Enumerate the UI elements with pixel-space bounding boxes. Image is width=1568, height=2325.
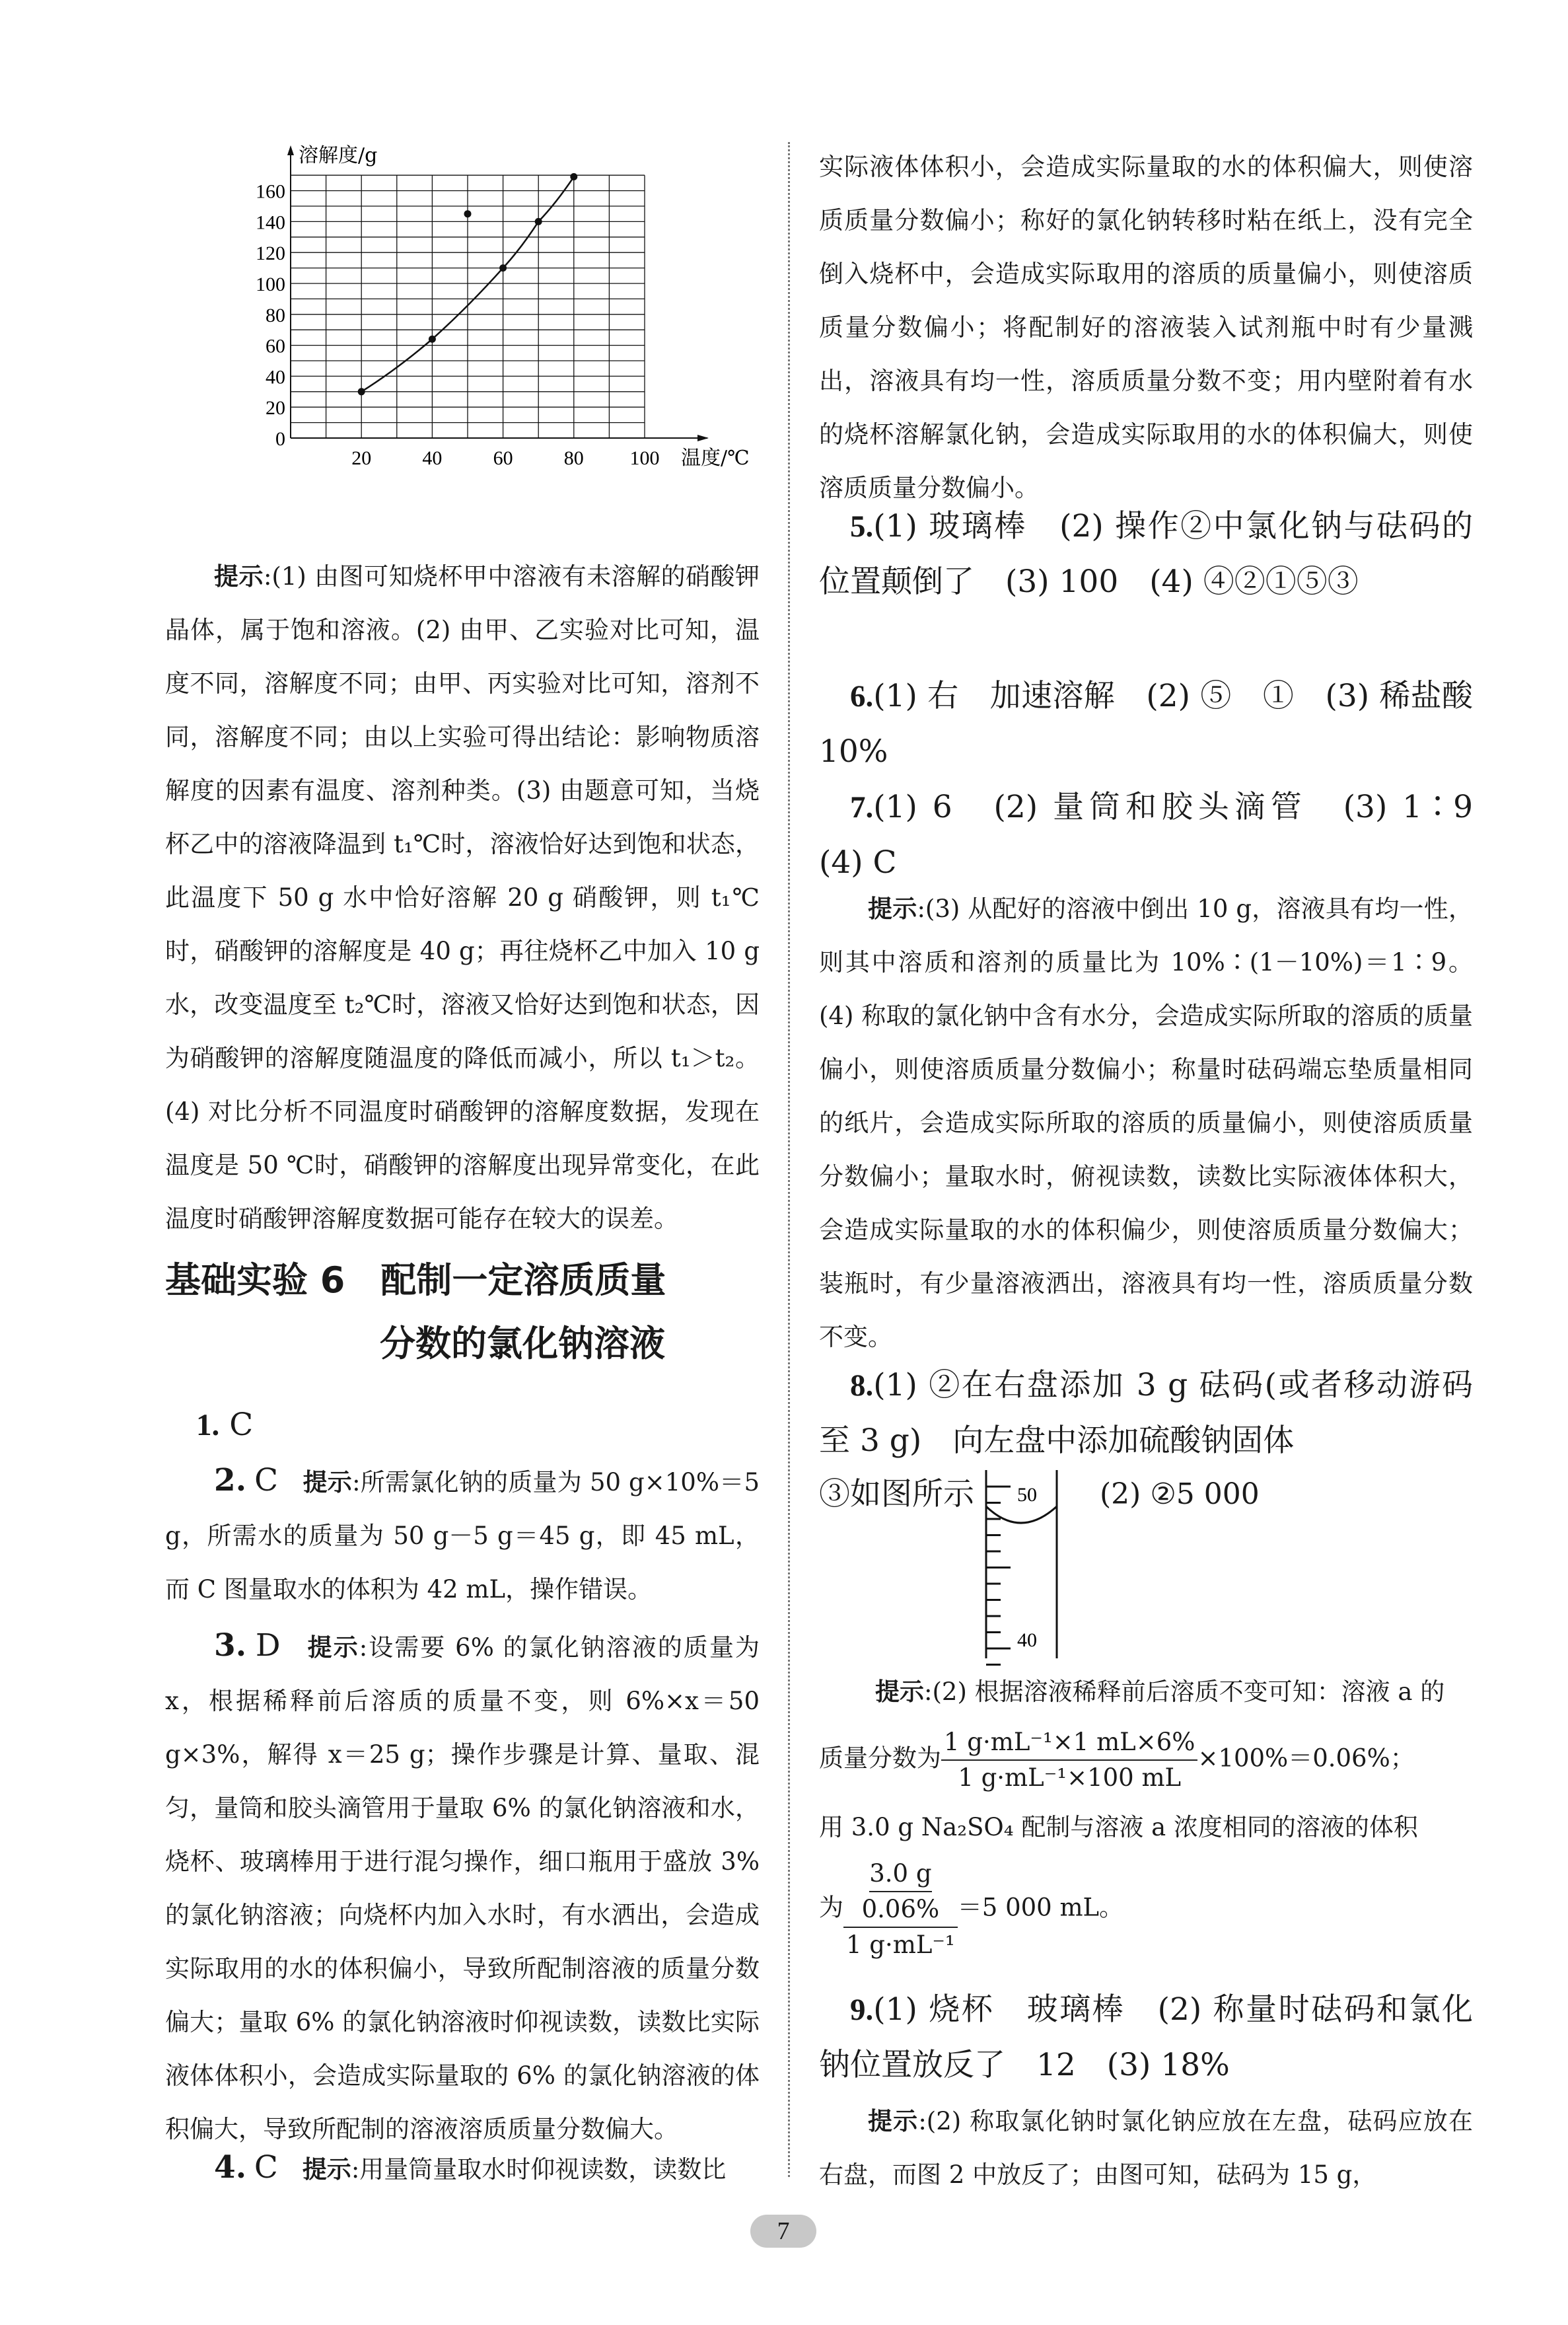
data-point <box>429 336 436 343</box>
x-tick-label: 80 <box>563 447 584 469</box>
x-axis-label: 温度/℃ <box>681 447 750 470</box>
answer-6: 6.(1) 右 加速溶解 (2) ⑤ ① (3) 稀盐酸 10% <box>819 678 1504 770</box>
answer-4-continued: 实际液体体积小，会造成实际量取的水的体积偏大，则使溶质质量分数偏小；称好的氯化钠转移时粘在纸上，没有完全倒入烧杯中，会造成实际取用的溶质的质量偏小，则使溶质质量分数偏小；将配制好的溶液装入试剂瓶中时有少量溅出，溶液具有均一性，溶质质量分数不变；用内壁附着有水的烧杯溶解氯化钠，会造成实际取用的水的体积偏大，则使溶质质量分数偏小。 <box>819 153 1473 502</box>
x-axis-arrow <box>697 435 709 441</box>
answer-8-figure-line: ③如图所示 <box>819 1476 974 1512</box>
answer-1: 1. C <box>196 1407 254 1443</box>
cylinder-label-top: 50 <box>1017 1484 1037 1506</box>
answer-4: 4. C 提示:用量筒量取水时仰视读数，读数比 <box>214 2149 727 2186</box>
data-point <box>499 264 507 272</box>
y-tick-label: 120 <box>256 242 285 265</box>
page-number: 7 <box>750 2215 816 2248</box>
y-axis-arrow <box>287 145 294 155</box>
answer-8: 8.(1) ②在右盘添加 3 g 砝码(或者移动游码至 3 g) 向左盘中添加硫酸钠固体 <box>819 1367 1473 1459</box>
answer-3: 3. D 提示:设需要 6% 的氯化钠溶液的质量为 x，根据稀释前后溶质的质量不变，则 6%×x＝50 g×3%，解得 x＝25 g；操作步骤是计算、量取、混匀，量筒和胶头滴管用于量取 6% 的氯化钠溶液和水，烧杯、玻璃棒用于进行混匀操作，细口瓶用于盛放 3% 的氯化钠溶液；向烧杯内加入水时，有水洒出，会造成实际取用的水的体积偏小，导致所配制溶液的质量分数偏大；量取 6% 的氯化钠溶液时仰视读数，读数比实际液体体积小，会造成实际量取的 6% 的氯化钠溶液的体积偏大，导致所配制的溶液溶质质量分数偏大。 <box>165 1627 760 2143</box>
data-point <box>464 210 472 217</box>
data-point <box>535 218 542 225</box>
y-axis-label: 溶解度/g <box>299 144 378 167</box>
y-tick-label: 160 <box>256 180 285 203</box>
section-heading: 基础实验 6 配制一定溶质质量 分数的氯化钠溶液 <box>165 1259 666 1364</box>
x-tick-label: 20 <box>351 447 372 469</box>
answer-9-hint: 提示:(2) 称取氯化钠时氯化钠应放在左盘，砝码应放在右盘，而图 2 中放反了；由图可知，砝码为 15 g， <box>819 2107 1474 2189</box>
graduated-cylinder-figure <box>984 1467 1070 1665</box>
fraction-volume: 3.0 g 0.06% 1 g·mL⁻¹ <box>843 1857 958 1962</box>
answer-9: 9.(1) 烧杯 玻璃棒 (2) 称量时砝码和氯化钠位置放反了 12 (3) 18% <box>819 1991 1473 2083</box>
answer-5: 5.(1) 玻璃棒 (2) 操作②中氯化钠与砝码的位置颠倒了 (3) 100 (4) ④②①⑤③ <box>819 508 1473 600</box>
column-divider <box>788 142 790 2177</box>
y-tick-label: 40 <box>266 366 285 388</box>
fraction-mass-fraction: $\frac{\text{1 g·mL⁻¹×1 mL×6\%}}{\text{1 g·mL⁻¹×100 mL}}$ <box>941 1725 1197 1795</box>
x-tick-label: 100 <box>629 447 660 469</box>
chart-hint: 提示:(1) 由图可知烧杯甲中溶液有未溶解的硝酸钾晶体，属于饱和溶液。(2) 由甲、乙实验对比可知，温度不同，溶解度不同；由甲、丙实验对比可知，溶剂不同，溶解度不同；由以上实验可得出结论：影响物质溶解度的因素有温度、溶剂种类。(3) 由题意可知，当烧杯乙中的溶液降温到 t₁℃时，溶液恰好达到饱和状态，此温度下 50 g 水中恰好溶解 20 g 硝酸钾，则 t₁℃时，硝酸钾的溶解度是 40 g；再往烧杯乙中加入 10 g 水，改变温度至 t₂℃时，溶液又恰好达到饱和状态，因为硝酸钾的溶解度随温度的降低而减小，所以 t₁＞t₂。(4) 对比分析不同温度时硝酸钾的溶解度数据，发现在温度是 50 ℃时，硝酸钾的溶解度出现异常变化，在此温度时硝酸钾溶解度数据可能存在较大的误差。 <box>165 562 760 1233</box>
solubility-chart <box>238 132 750 555</box>
answer-7-hint: 提示:(3) 从配好的溶液中倒出 10 g，溶液具有均一性，则其中溶质和溶剂的质量比为 10%∶(1－10%)＝1∶9。(4) 称取的氯化钠中含有水分，会造成实际所取的溶质的质量偏小，则使溶质质量分数偏小；称量时砝码端忘垫质量相同的纸片，会造成实际所取的溶质的质量偏小，则使溶质质量分数偏小；量取水时，俯视读数，读数比实际液体体积大，会造成实际量取的水的体积偏少，则使溶质质量分数偏大；装瓶时，有少量溶液洒出，溶液具有均一性，溶质质量分数不变。 <box>819 895 1474 1351</box>
y-tick-label: 80 <box>266 304 285 326</box>
hint-label: 提示 <box>214 562 264 591</box>
y-tick-label: 60 <box>266 335 285 357</box>
y-tick-label: 0 <box>275 428 285 450</box>
answer-8-part2: (2) ②5 000 <box>1100 1477 1260 1511</box>
data-point <box>358 388 365 395</box>
y-tick-label: 140 <box>256 211 285 234</box>
cylinder-label-bottom: 40 <box>1017 1629 1037 1651</box>
x-tick-label: 40 <box>422 447 443 469</box>
data-point <box>570 173 577 180</box>
answer-2: 2. C 提示:所需氯化钠的质量为 50 g×10%＝5 g，所需水的质量为 50 g－5 g＝45 g，即 45 mL，而 C 图量取水的体积为 42 mL，操作错误。 <box>165 1462 760 1604</box>
y-tick-label: 20 <box>266 397 285 420</box>
answer-7: 7.(1) 6 (2) 量筒和胶头滴管 (3) 1∶9 (4) C <box>819 789 1504 881</box>
answer-8-hint: 提示:(2) 根据溶液稀释前后溶质不变可知：溶液 a 的 质量分数为 $\frac{\text{1 g·mL⁻¹×1 mL×6\%}}{\text{1 g·mL⁻¹×100 mL}}$ ×100%＝0.06%； 用 3.0 g Na₂SO₄ 配制与溶液 a 浓度相同的溶液的体积 为 3.0 g 0.06% 1 g·mL⁻¹ ＝5 000 mL。 <box>819 1665 1479 1962</box>
x-tick-label: 60 <box>493 447 513 469</box>
y-tick-label: 100 <box>256 274 285 295</box>
